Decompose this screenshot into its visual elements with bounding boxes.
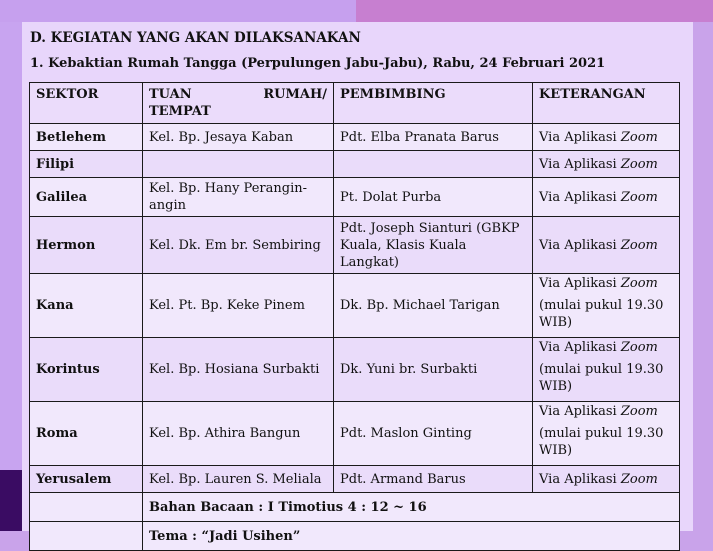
sektor-cell: Yerusalem [30,466,143,493]
sektor-cell: Galilea [30,178,143,217]
zoom-label: Zoom [620,404,658,419]
header-tuan-rumah [143,83,334,124]
keterangan-cell [533,124,680,151]
zoom-label: Zoom [620,189,658,205]
tema: Tema : “Jadi Usihen” [143,522,680,551]
tuan-rumah-cell: Kel. Bp. Lauren S. Meliala [143,466,334,493]
background-corner [0,470,22,531]
pembimbing-cell: Pt. Dolat Purba [334,178,533,217]
section-subheading: 1. Kebaktian Rumah Tangga (Perpulungen Jabu-Jabu), Rabu, 24 Februari 2021 [30,56,606,71]
zoom-label: Zoom [620,471,658,487]
tuan-rumah-cell: Kel. Bp. Hosiana Surbakti [143,338,334,402]
keterangan-text: Via Aplikasi [539,156,621,172]
tuan-rumah-cell: Kel. Dk. Em br. Sembiring [143,217,334,274]
bahan-bacaan-row [30,493,680,522]
schedule-table [29,82,680,551]
table-row [30,402,680,466]
start-time-note: (mulai pukul 19.30 WIB) [539,362,664,394]
pembimbing-cell: Dk. Bp. Michael Tarigan [334,274,533,338]
table-row [30,338,680,402]
header-keterangan: KETERANGAN [533,83,680,124]
keterangan-text: Via Aplikasi [539,340,621,355]
sektor-cell: Korintus [30,338,143,402]
keterangan-text: Via Aplikasi [539,189,621,205]
tuan-rumah-cell: Kel. Pt. Bp. Keke Pinem [143,274,334,338]
header-tuan-word: TUAN [149,87,192,102]
tuan-rumah-cell: Kel. Bp. Athira Bangun [143,402,334,466]
table-row [30,466,680,493]
keterangan-text: Via Aplikasi [539,237,621,253]
keterangan-cell [533,338,680,402]
pembimbing-cell: Pdt. Armand Barus [334,466,533,493]
pembimbing-cell: Pdt. Elba Pranata Barus [334,124,533,151]
sektor-cell: Filipi [30,151,143,178]
table-row [30,124,680,151]
sektor-cell: Roma [30,402,143,466]
pembimbing-cell [334,151,533,178]
keterangan-text: Via Aplikasi [539,276,621,291]
header-tempat-word: TEMPAT [149,104,211,119]
keterangan-cell [533,178,680,217]
bahan-bacaan: Bahan Bacaan : I Timotius 4 : 12 ~ 16 [143,493,680,522]
zoom-label: Zoom [620,237,658,253]
sektor-cell: Betlehem [30,124,143,151]
keterangan-cell [533,217,680,274]
zoom-label: Zoom [620,129,658,145]
sektor-cell: Hermon [30,217,143,274]
header-rumah-word: RUMAH/ [263,87,327,102]
zoom-label: Zoom [620,156,658,172]
keterangan-cell [533,402,680,466]
zoom-label: Zoom [620,340,658,355]
background-left-band [0,22,22,531]
table-row [30,217,680,274]
header-sektor: SEKTOR [30,83,143,124]
section-heading: D. KEGIATAN YANG AKAN DILAKSANAKAN [30,30,361,46]
keterangan-cell [533,151,680,178]
table-header-row [30,83,680,124]
keterangan-cell [533,466,680,493]
tuan-rumah-cell: Kel. Bp. Hany Perangin-angin [143,178,334,217]
table-row [30,151,680,178]
tema-row [30,522,680,551]
background-accent [356,0,713,22]
sektor-cell: Kana [30,274,143,338]
keterangan-text: Via Aplikasi [539,404,621,419]
table-row [30,274,680,338]
start-time-note: (mulai pukul 19.30 WIB) [539,298,664,330]
pembimbing-cell: Pdt. Joseph Sianturi (GBKP Kuala, Klasis Kuala Langkat) [334,217,533,274]
pembimbing-cell: Pdt. Maslon Ginting [334,402,533,466]
pembimbing-cell: Dk. Yuni br. Surbakti [334,338,533,402]
tuan-rumah-cell: Kel. Bp. Jesaya Kaban [143,124,334,151]
keterangan-cell [533,274,680,338]
start-time-note: (mulai pukul 19.30 WIB) [539,426,664,458]
keterangan-text: Via Aplikasi [539,129,621,145]
zoom-label: Zoom [620,276,658,291]
keterangan-text: Via Aplikasi [539,471,621,487]
table-row [30,178,680,217]
header-pembimbing: PEMBIMBING [334,83,533,124]
tuan-rumah-cell [143,151,334,178]
